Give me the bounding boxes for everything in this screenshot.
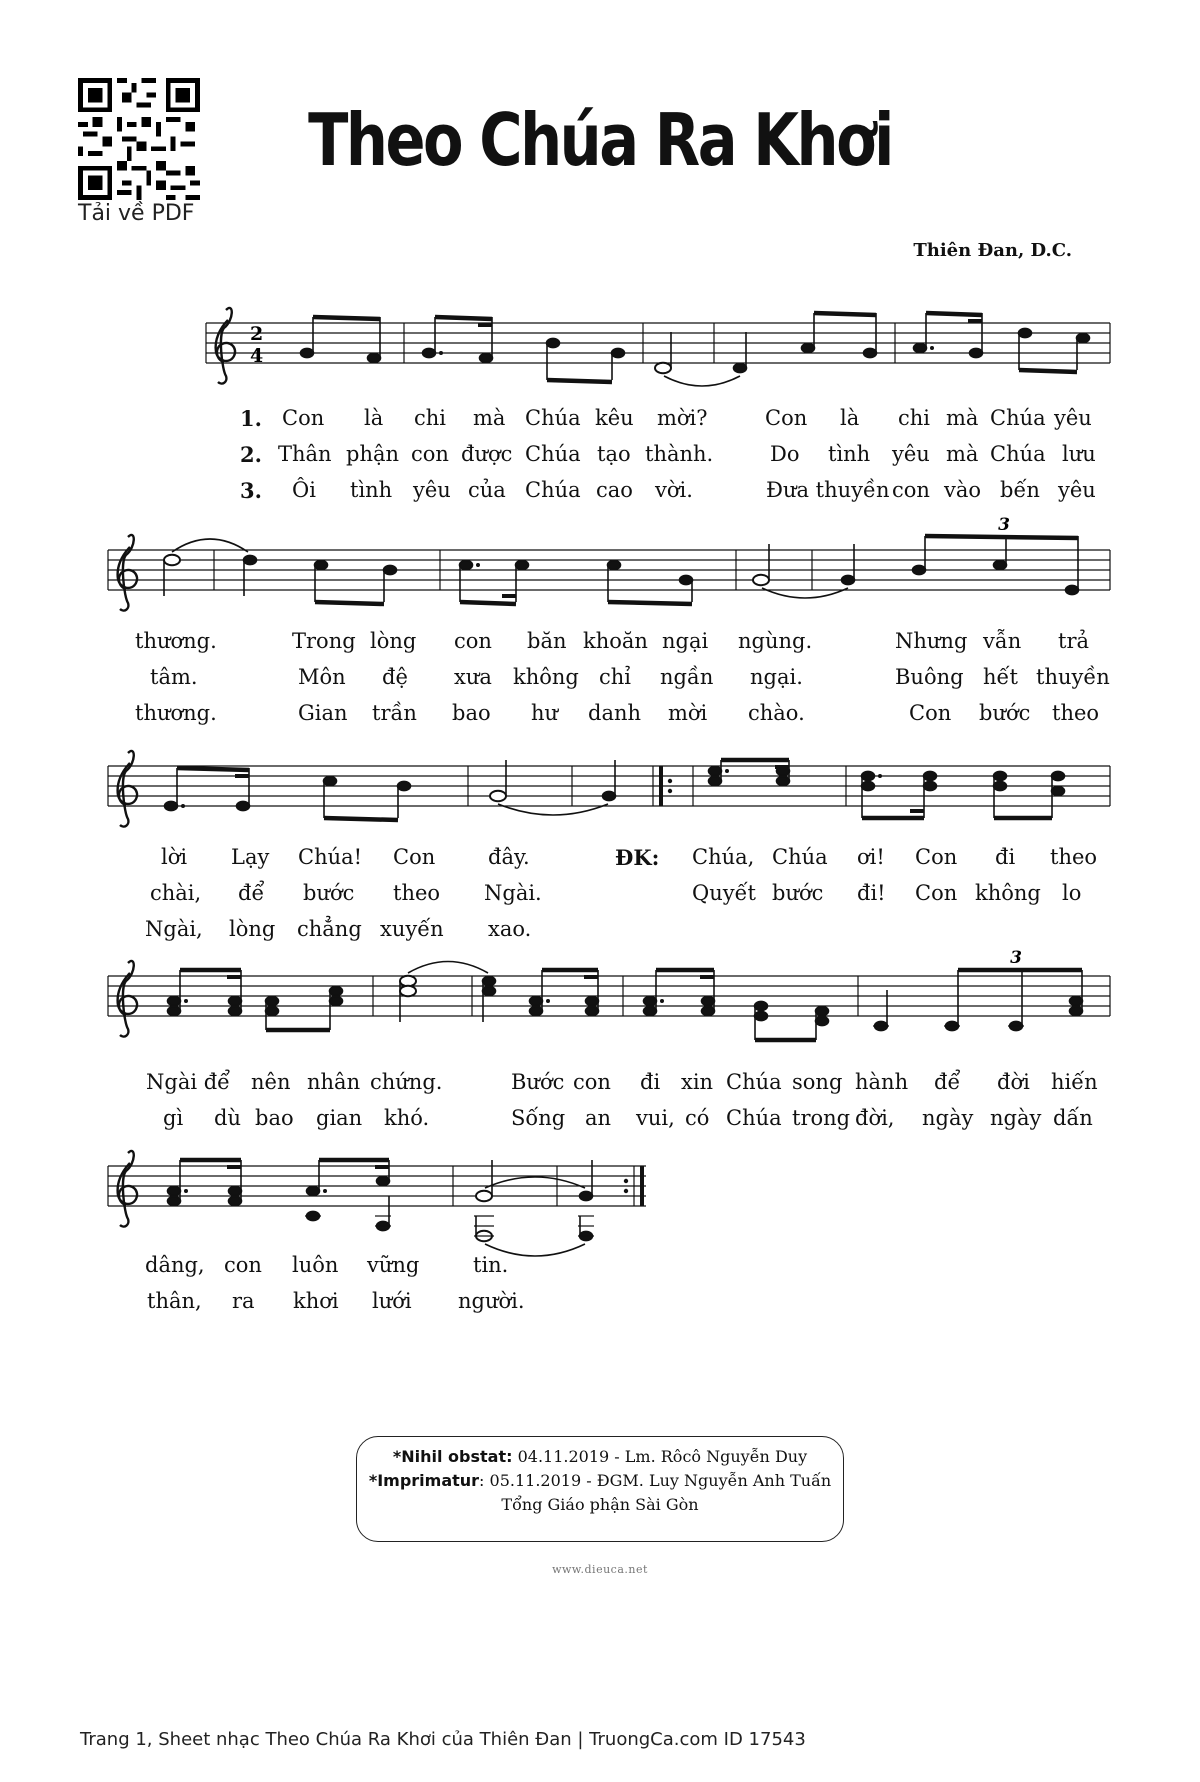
imprimatur-text: : 05.11.2019 - ĐGM. Luy Nguyễn Anh Tuấn (479, 1471, 832, 1490)
staff-system-4 (108, 948, 1110, 1040)
lyric-syllable: nhân (307, 1070, 361, 1094)
lyric-syllable: chài, (150, 881, 202, 905)
lyric-syllable: Chúa (726, 1106, 782, 1130)
diocese-line: Tổng Giáo phận Sài Gòn (501, 1495, 699, 1514)
lyric-syllable: Chúa, (692, 845, 755, 869)
lyric-syllable: xưa (454, 665, 492, 689)
lyric-syllable: thành. (645, 442, 714, 466)
lyric-syllable: Ngài. (484, 881, 542, 905)
lyric-syllable: không (975, 881, 1041, 905)
imprimatur-line (357, 1469, 843, 1493)
lyric-syllable: con (411, 442, 449, 466)
lyric-syllable: vời. (655, 478, 693, 502)
lyric-syllable: Lạy (231, 845, 270, 869)
lyric-syllable: không (513, 665, 579, 689)
lyric-syllable: Con (915, 845, 958, 869)
lyric-syllable: Chúa (525, 406, 581, 430)
lyric-syllable: hiến (1051, 1070, 1098, 1094)
lyric-syllable: Con (915, 881, 958, 905)
lyric-syllable: đi (995, 845, 1016, 869)
lyric-syllable: chứng. (370, 1070, 443, 1094)
lyric-syllable: lo (1062, 881, 1082, 905)
lyric-syllable: chẳng (297, 917, 362, 941)
lyric-syllable: yêu (892, 442, 930, 466)
lyric-syllable: Chúa (990, 442, 1046, 466)
verse-number-2: 2. (240, 442, 262, 467)
lyric-syllable: trần (372, 701, 417, 725)
lyric-syllable: tình (350, 478, 393, 502)
lyric-syllable: chi (898, 406, 931, 430)
lyric-syllable: để (238, 881, 265, 905)
lyric-syllable: Chúa! (298, 845, 363, 869)
lyric-syllable: con (573, 1070, 611, 1094)
lyric-syllable: ra (232, 1289, 255, 1313)
staff-system-5 (108, 1151, 646, 1256)
lyric-syllable: thân, (147, 1289, 202, 1313)
lyric-syllable: hành (855, 1070, 909, 1094)
lyric-syllable: chỉ (599, 665, 632, 689)
lyric-syllable: Đưa thuyền (766, 478, 890, 502)
lyric-syllable: đời (997, 1070, 1030, 1094)
lyric-syllable: Ôi (292, 478, 316, 502)
lyric-syllable: xuyến (380, 917, 444, 941)
lyric-syllable: để (934, 1070, 961, 1094)
lyric-syllable: vào (944, 478, 982, 502)
lyric-syllable: mời (668, 701, 708, 725)
lyric-syllable: Ngài, (145, 917, 203, 941)
lyric-syllable: Chúa (990, 406, 1046, 430)
lyric-syllable: đi! (857, 881, 886, 905)
lyric-syllable: trả (1058, 629, 1089, 653)
lyric-syllable: Trong (292, 629, 356, 653)
lyric-syllable: Con (282, 406, 325, 430)
lyric-syllable: Thân (278, 442, 332, 466)
lyric-syllable: ngần (660, 665, 714, 689)
lyric-syllable: lưu (1062, 442, 1096, 466)
lyric-syllable: bước (772, 881, 824, 905)
lyric-syllable: tin. (473, 1253, 509, 1277)
lyric-syllable: tạo (597, 442, 631, 466)
lyric-syllable: mà (473, 406, 506, 430)
lyric-syllable: khó. (384, 1106, 430, 1130)
lyric-syllable: ngại. (750, 665, 803, 689)
lyric-syllable: băn (527, 629, 567, 653)
lyric-syllable: con (454, 629, 492, 653)
lyric-syllable: Sống (511, 1106, 566, 1130)
lyric-syllable: vẫn (983, 629, 1022, 653)
lyric-syllable: Chúa (726, 1070, 782, 1094)
verse-number-3: 3. (240, 478, 262, 503)
lyric-syllable: Quyết (692, 881, 756, 905)
lyric-syllable: khoăn (583, 629, 648, 653)
lyric-syllable: trong (792, 1106, 851, 1130)
lyric-syllable: gì (163, 1106, 184, 1130)
lyric-syllable: là (364, 406, 384, 430)
lyric-syllable: song (792, 1070, 843, 1094)
lyric-syllable: lời (161, 845, 188, 869)
lyric-syllable: phận (346, 442, 400, 466)
lyric-syllable: ngày (990, 1106, 1042, 1130)
lyric-syllable: chào. (748, 701, 805, 725)
download-pdf-link[interactable]: Tải về PDF (78, 201, 195, 226)
lyric-syllable: Bước (511, 1070, 565, 1094)
staff-system-2 (108, 515, 1110, 611)
lyric-syllable: lòng (229, 917, 276, 941)
lyric-syllable: tình (828, 442, 871, 466)
lyric-syllable: Con (393, 845, 436, 869)
lyric-syllable: Con (765, 406, 808, 430)
lyric-syllable: thuyền (1036, 665, 1110, 689)
lyric-syllable: xin (681, 1070, 714, 1094)
lyric-syllable: con (892, 478, 930, 502)
lyric-syllable: gian (316, 1106, 363, 1130)
lyric-syllable: ngùng. (738, 629, 813, 653)
page-footer: Trang 1, Sheet nhạc Theo Chúa Ra Khơi của Thiên Đan | TruongCa.com ID 17543 (80, 1729, 806, 1750)
lyric-syllable: đời, (855, 1106, 895, 1130)
lyric-syllable: Chúa (772, 845, 828, 869)
lyric-syllable: yêu (1058, 478, 1096, 502)
staff-system-3 (108, 751, 1110, 827)
lyric-syllable: Con (909, 701, 952, 725)
lyric-syllable: yêu (413, 478, 451, 502)
lyric-syllable: bến (1000, 478, 1040, 502)
lyric-syllable: bao (255, 1106, 294, 1130)
triplet-marker: 3 (1010, 948, 1022, 968)
lyric-syllable: đệ (382, 665, 408, 689)
lyric-syllable: mời? (657, 406, 708, 430)
lyric-syllable: danh (588, 701, 642, 725)
lyric-syllable: dâng, (145, 1253, 205, 1277)
lyric-syllable: tâm. (150, 665, 198, 689)
lyric-syllable: lòng (370, 629, 417, 653)
lyric-syllable: là (840, 406, 860, 430)
song-title: Theo Chúa Ra Khơi (308, 98, 892, 182)
nihil-obstat-line (357, 1445, 843, 1469)
lyric-syllable: khơi (293, 1289, 339, 1313)
lyric-syllable: có (685, 1106, 710, 1130)
lyric-syllable: hết (983, 665, 1018, 689)
lyric-syllable: nên (251, 1070, 291, 1094)
approval-box (356, 1436, 844, 1542)
lyric-syllable: Buông (895, 665, 964, 689)
lyric-syllable: Chúa (525, 442, 581, 466)
verse-number-1: 1. (240, 406, 262, 431)
lyric-syllable: Chúa (525, 478, 581, 502)
lyric-syllable: Môn (298, 665, 346, 689)
staff-system-1 (206, 308, 1110, 386)
lyric-syllable: Do (770, 442, 800, 466)
lyric-syllable: ngày (922, 1106, 974, 1130)
lyric-syllable: vững (367, 1253, 420, 1277)
lyric-syllable: con (224, 1253, 262, 1277)
lyric-syllable: cao (596, 478, 633, 502)
nihil-obstat-text: 04.11.2019 - Lm. Rôcô Nguyễn Duy (512, 1447, 808, 1466)
lyric-syllable: ơi! (857, 845, 885, 869)
chorus-label: ĐK: (615, 845, 660, 870)
lyric-syllable: hư (531, 701, 559, 725)
lyric-syllable: Ngài để (146, 1070, 231, 1094)
lyric-syllable: mà (946, 406, 979, 430)
lyric-syllable: theo (1050, 845, 1098, 869)
lyric-syllable: dù (214, 1106, 241, 1130)
lyric-syllable: mà (946, 442, 979, 466)
lyric-syllable: được (461, 442, 513, 466)
triplet-marker: 3 (998, 515, 1010, 535)
lyric-syllable: theo (1052, 701, 1100, 725)
lyric-syllable: ngại (662, 629, 709, 653)
lyric-syllable: đây. (488, 845, 530, 869)
composer-credit: Thiên Đan, D.C. (913, 240, 1072, 261)
lyric-syllable: vui, (636, 1106, 675, 1130)
lyric-syllable: bước (979, 701, 1031, 725)
lyric-syllable: Nhưng (895, 629, 968, 653)
lyric-syllable: lưới (372, 1289, 412, 1313)
lyric-syllable: Gian (298, 701, 348, 725)
lyric-syllable: chi (414, 406, 447, 430)
lyric-syllable: của (468, 478, 506, 502)
time-sig-bottom: 4 (250, 345, 264, 367)
lyric-syllable: người. (458, 1289, 525, 1313)
lyric-syllable: bao (452, 701, 491, 725)
website-watermark: www.dieuca.net (552, 1563, 648, 1576)
time-sig-top: 2 (250, 323, 264, 345)
lyric-syllable: an (585, 1106, 612, 1130)
lyric-syllable: thương. (135, 701, 217, 725)
lyric-syllable: dấn (1053, 1106, 1093, 1130)
lyric-syllable: luôn (292, 1253, 339, 1277)
lyric-syllable: thương. (135, 629, 217, 653)
lyric-syllable: đi (640, 1070, 661, 1094)
lyric-syllable: yêu (1054, 406, 1092, 430)
lyric-syllable: theo (393, 881, 441, 905)
imprimatur-label: *Imprimatur (368, 1471, 480, 1490)
nihil-obstat-label: *Nihil obstat: (392, 1447, 513, 1466)
lyric-syllable: kêu (595, 406, 634, 430)
lyric-syllable: xao. (488, 917, 532, 941)
lyric-syllable: bước (303, 881, 355, 905)
